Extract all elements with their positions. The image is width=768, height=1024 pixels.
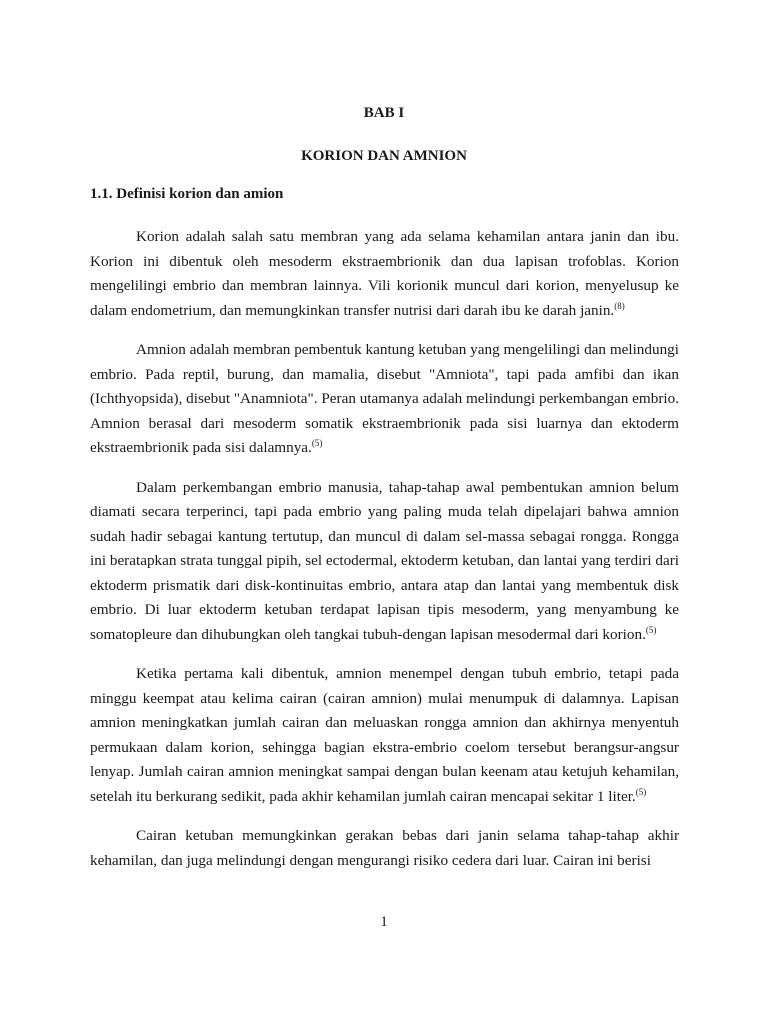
paragraph-text: Amnion adalah membran pembentuk kantung ketuban yang mengelilingi dan melindungi embrio. Pada reptil, burung, dan mamalia, disebut "Amniota", tapi pada amfibi dan ikan (Ichthyopsida), disebut "Anamniota". Peran utamanya adalah melindungi perkembangan embrio. Amnion berasal dari mesoderm somatik ekstraembrionik pada sisi luarnya dan ektoderm ekstraembrionik pada sisi dalamnya.	[90, 341, 679, 456]
paragraph	[90, 662, 679, 809]
citation-ref: (5)	[311, 438, 323, 448]
section-heading: 1.1. Definisi korion dan amion	[90, 186, 284, 202]
paragraph-text: Cairan ketuban memungkinkan gerakan bebas dari janin selama tahap-tahap akhir kehamilan, dan juga melindungi dengan mengurangi risiko cedera dari luar. Cairan ini berisi	[90, 827, 679, 869]
chapter-heading: BAB I	[363, 105, 405, 121]
citation-ref: (8)	[614, 300, 625, 311]
paragraph	[90, 476, 679, 648]
paragraph	[90, 225, 679, 323]
chapter-title: KORION DAN AMNION	[301, 148, 467, 164]
paragraph-text: Dalam perkembangan embrio manusia, tahap-tahap awal pembentukan amnion belum diamati secara terperinci, tapi pada embrio yang paling muda telah dipelajari bahwa amnion sudah hadir sebagai kantung tertutup, dan muncul di dalam sel-massa sebagai rongga. Rongga ini beratapkan strata tunggal pipih, sel ectodermal, ektoderm ketuban, dan lantai yang terdiri dari ektoderm prismatik dari disk-kontinuitas embrio, antara atap dan lantai yang membentuk disk embrio. Di luar ektoderm ketuban terdapat lapisan tipis mesoderm, yang menyambung ke somatopleure dan dihubungkan oleh tangkai tubuh-dengan lapisan mesodermal dari korion.	[90, 478, 679, 643]
citation-ref: (5)	[635, 786, 647, 797]
page-number: 1	[380, 914, 388, 930]
citation-ref: (5)	[645, 624, 657, 635]
paragraph	[90, 824, 679, 873]
paragraph-text: Korion adalah salah satu membran yang ada selama kehamilan antara janin dan ibu. Korion ini dibentuk oleh mesoderm ekstraembrionik dan dua lapisan trofoblas. Korion mengelilingi embrio dan membran lainnya. Vili korionik muncul dari korion, menyelusup ke dalam endometrium, dan memungkinkan transfer nutrisi dari darah ibu ke darah janin.	[90, 228, 679, 319]
paragraph	[90, 338, 679, 461]
body-text	[90, 225, 679, 888]
paragraph-text: Ketika pertama kali dibentuk, amnion menempel dengan tubuh embrio, tetapi pada minggu keempat atau kelima cairan (cairan amnion) mulai menumpuk di dalamnya. Lapisan amnion meningkatkan jumlah cairan dan meluaskan rongga amnion dan akhirnya menyentuh permukaan dalam korion, sehingga bagian ekstra-embrio coelom tersebut berangsur-angsur lenyap. Jumlah cairan amnion meningkat sampai dengan bulan keenam atau ketujuh kehamilan, setelah itu berkurang sedikit, pada akhir kehamilan jumlah cairan mencapai sekitar 1 liter.	[90, 665, 679, 805]
